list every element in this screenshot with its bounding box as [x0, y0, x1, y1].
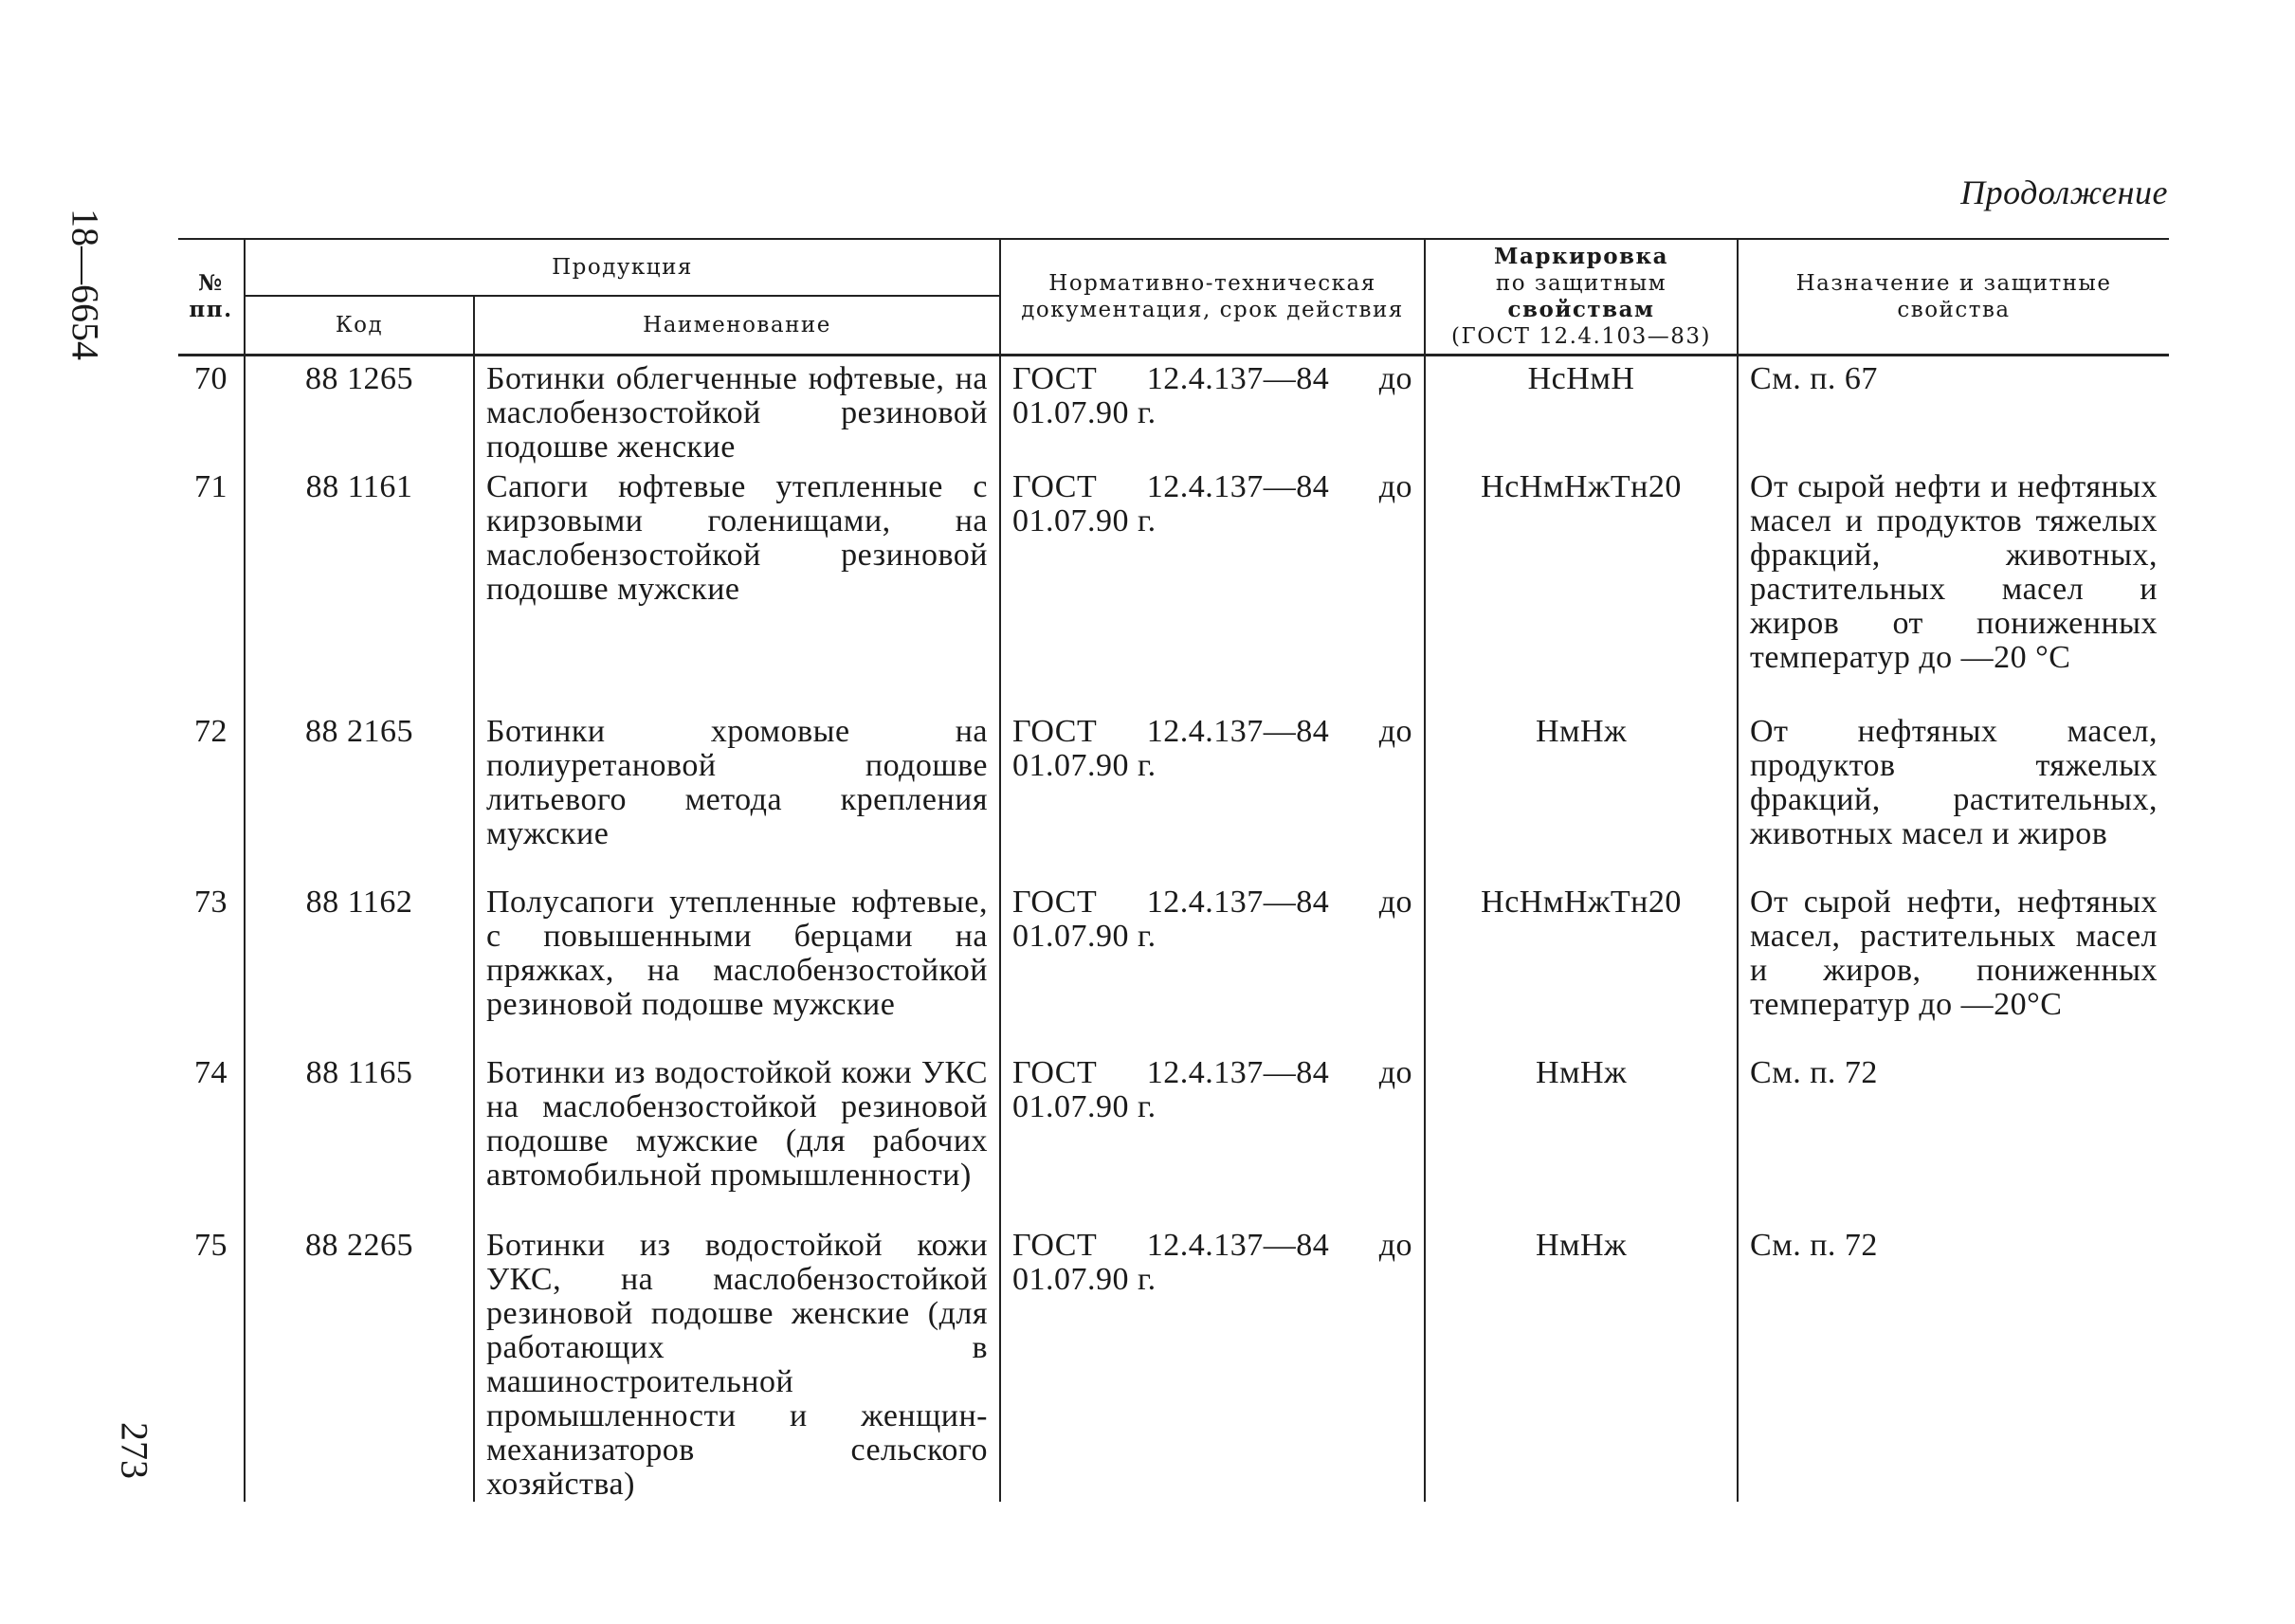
row-code: 88 1162: [245, 880, 474, 1050]
row-name: Ботинки из водостойкой кожи УКС, на маслобензостойкой резиновой подошве женские (для работающих в машиностроительной промышленности и женщин-механизаторов сельского хозяйства): [474, 1223, 1000, 1502]
header-marking-line2: по защитным: [1495, 271, 1667, 296]
row-marking: НмНж: [1425, 709, 1738, 880]
row-number: 75: [194, 1228, 228, 1263]
document-code: 18—6654: [64, 209, 107, 360]
header-documentation: Нормативно-техническая документация, срок действия: [1000, 239, 1425, 356]
header-name: Наименование: [474, 296, 1000, 356]
header-product-group: Продукция: [245, 239, 1000, 296]
table-row: [178, 880, 2169, 1050]
row-code: 88 2165: [245, 709, 474, 880]
header-number-abbr: пп.: [189, 297, 233, 322]
row-documentation: ГОСТ 12.4.137—84 до 01.07.90 г.: [1000, 356, 1425, 465]
row-documentation: ГОСТ 12.4.137—84 до 01.07.90 г.: [1000, 880, 1425, 1050]
row-number: 70: [194, 361, 228, 396]
page-number: 273: [113, 1422, 156, 1479]
table-row: [178, 1050, 2169, 1223]
row-name: Ботинки хромовые на полиуретановой подошве литьевого метода крепления мужские: [474, 709, 1000, 880]
row-documentation: ГОСТ 12.4.137—84 до 01.07.90 г.: [1000, 709, 1425, 880]
row-purpose: См. п. 67: [1738, 356, 2169, 465]
row-name: Ботинки облегченные юфтевые, на маслобензостойкой резиновой подошве женские: [474, 356, 1000, 465]
header-purpose: Назначение и защитные свойства: [1738, 239, 2169, 356]
row-code: 88 1165: [245, 1050, 474, 1223]
table-row: [178, 1223, 2169, 1502]
header-marking: [1425, 239, 1738, 356]
row-purpose: От нефтяных масел, продуктов тяжелых фракций, растительных, животных масел и жиров: [1738, 709, 2169, 880]
row-marking: НмНж: [1425, 1223, 1738, 1502]
products-table: [178, 238, 2169, 1502]
row-code: 88 2265: [245, 1223, 474, 1502]
row-code: 88 1265: [245, 356, 474, 465]
row-name: Ботинки из водостойкой кожи УКС на маслобензостойкой резиновой подошве мужские (для рабочих автомобильной промышленности): [474, 1050, 1000, 1223]
row-code: 88 1161: [245, 465, 474, 709]
row-number: 74: [194, 1055, 228, 1090]
row-purpose: От сырой нефти, нефтяных масел, растительных масел и жиров, пониженных температур до —20°С: [1738, 880, 2169, 1050]
row-purpose: От сырой нефти и нефтяных масел и продуктов тяжелых фракций, животных, растительных масел и жиров от пониженных температур до —20 °С: [1738, 465, 2169, 709]
header-code: Код: [245, 296, 474, 356]
header-number: [178, 239, 245, 356]
continuation-label: Продолжение: [1960, 173, 2168, 211]
row-number: 72: [194, 714, 228, 749]
row-documentation: ГОСТ 12.4.137—84 до 01.07.90 г.: [1000, 465, 1425, 709]
row-number: 71: [194, 469, 228, 504]
row-marking: НсНмНжТн20: [1425, 880, 1738, 1050]
row-purpose: См. п. 72: [1738, 1223, 2169, 1502]
row-documentation: ГОСТ 12.4.137—84 до 01.07.90 г.: [1000, 1050, 1425, 1223]
row-marking: НсНмНжТн20: [1425, 465, 1738, 709]
row-purpose: См. п. 72: [1738, 1050, 2169, 1223]
header-marking-line3: свойствам: [1507, 297, 1655, 322]
header-number-sign: №: [198, 270, 224, 296]
table-row: [178, 465, 2169, 709]
header-marking-standard: (ГОСТ 12.4.103—83): [1451, 324, 1711, 349]
header-row: [178, 239, 2169, 296]
table-row: [178, 709, 2169, 880]
row-number: 73: [194, 885, 228, 920]
row-marking: НсНмН: [1425, 356, 1738, 465]
header-marking-title: Маркировка: [1494, 244, 1669, 269]
row-name: Сапоги юфтевые утепленные с кирзовыми голенищами, на маслобензостойкой резиновой подошве мужские: [474, 465, 1000, 709]
row-marking: НмНж: [1425, 1050, 1738, 1223]
row-name: Полусапоги утепленные юфтевые, с повышенными берцами на пряжках, на маслобензостойкой резиновой подошве мужские: [474, 880, 1000, 1050]
row-documentation: ГОСТ 12.4.137—84 до 01.07.90 г.: [1000, 1223, 1425, 1502]
table-row: [178, 356, 2169, 465]
